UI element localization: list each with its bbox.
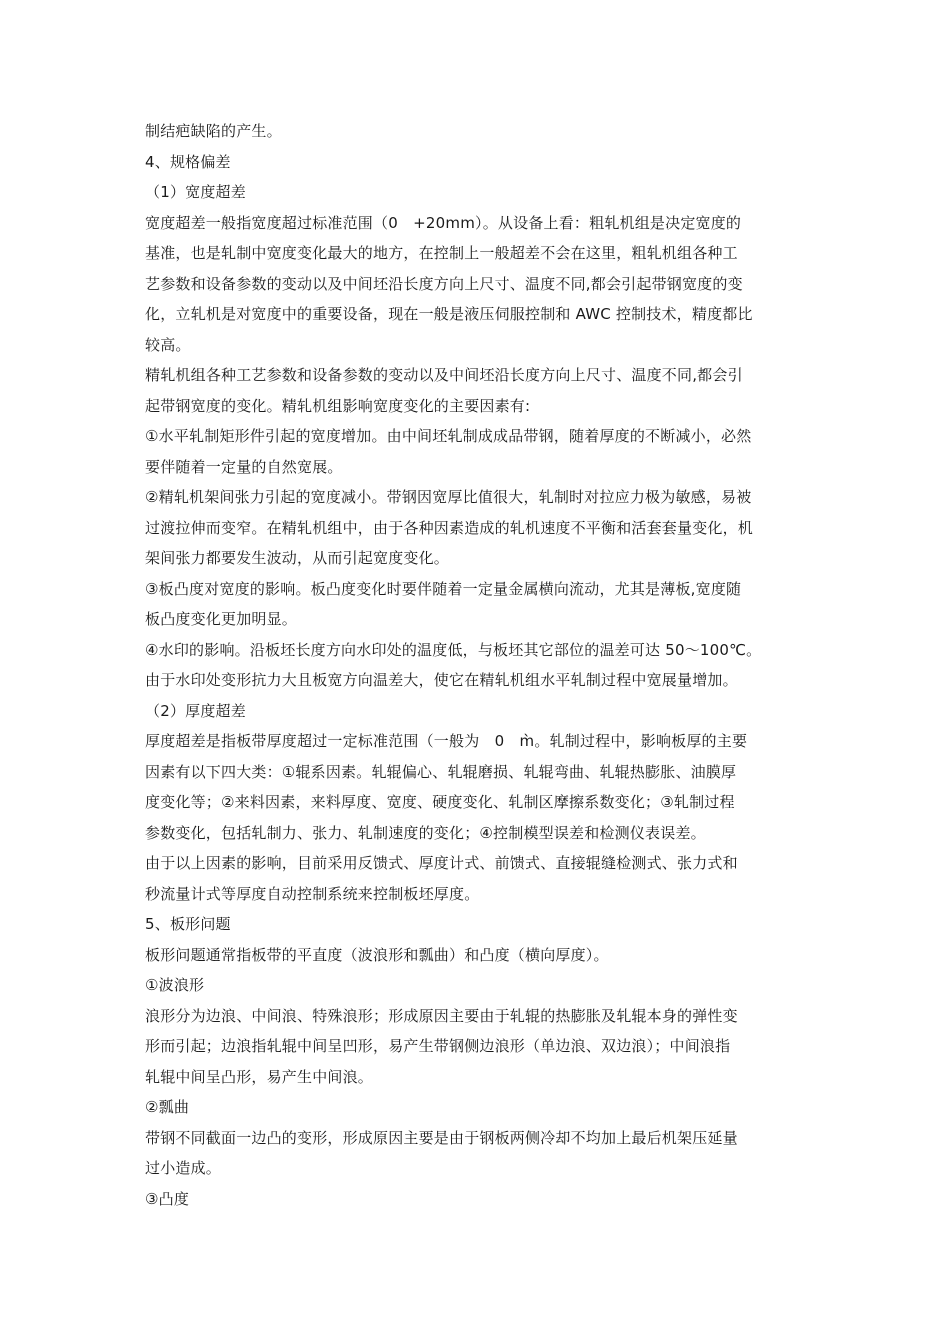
text-line: 过渡拉伸而变窄。在精轧机组中，由于各种因素造成的轧机速度不平衡和活套套量变化，机 <box>145 518 754 537</box>
text-line: 过小造成。 <box>145 1159 222 1177</box>
text-line: ④水印的影响。沿板坯长度方向水印处的温度低，与板坯其它部位的温差可达 50～100℃。 <box>145 640 762 659</box>
text-line: 形而引起；边浪指轧辊中间呈凹形，易产生带钢侧边浪形（单边浪、双边浪）；中间浪指 <box>145 1037 731 1055</box>
list-heading: ③凸度 <box>145 1189 190 1208</box>
text-line: 较高。 <box>145 335 191 354</box>
text-line: 起带钢宽度的变化。精轧机组影响宽度变化的主要因素有: <box>145 396 531 415</box>
section-heading: 5、板形问题 <box>145 915 231 933</box>
text-line: 轧辊中间呈凸形，易产生中间浪。 <box>145 1067 374 1086</box>
text-line: 参数变化，包括轧制力、张力、轧制速度的变化；④控制模型误差和检测仪表误差。 <box>145 823 706 842</box>
text-line: ①水平轧制矩形件引起的宽度增加。由中间坯轧制成成品带钢，随着厚度的不断减小，必然 <box>145 427 752 445</box>
subsection-heading: （2）厚度超差 <box>145 701 246 720</box>
text-line: ③板凸度对宽度的影响。板凸度变化时要伴随着一定量金属横向流动，尤其是薄板,宽度随 <box>145 579 742 598</box>
text-line: 基准，也是轧制中宽度变化最大的地方，在控制上一般超差不会在这里，粗轧机组各种工 <box>145 244 738 262</box>
document-page <box>145 116 810 1214</box>
text-line: 厚度超差是指板带厚度超过一定标准范围（一般为 0 m̀。轧制过程中，影响板厚的主要 <box>145 732 748 750</box>
text-line: 要伴随着一定量的自然宽展。 <box>145 457 343 476</box>
section-heading: 4、规格偏差 <box>145 152 231 171</box>
text-line: 浪形分为边浪、中间浪、特殊浪形；形成原因主要由于轧辊的热膨胀及轧辊本身的弹性变 <box>145 1006 738 1025</box>
text-line: 带钢不同截面一边凸的变形，形成原因主要是由于钢板两侧冷却不均加上最后机架压延量 <box>145 1128 738 1147</box>
subsection-heading: （1）宽度超差 <box>145 183 246 201</box>
text-line: 秒流量计式等厚度自动控制系统来控制板坯厚度。 <box>145 884 480 903</box>
list-heading: ②瓢曲 <box>145 1098 190 1116</box>
text-line: 板凸度变化更加明显。 <box>145 610 298 628</box>
text-line: 精轧机组各种工艺参数和设备参数的变动以及中间坯沿长度方向上尺寸、温度不同,都会引 <box>145 366 743 384</box>
text-line: 架间张力都要发生波动，从而引起宽度变化。 <box>145 549 450 567</box>
text-line: 宽度超差一般指宽度超过标准范围（0 +20mm）。从设备上看：粗轧机组是决定宽度的 <box>145 213 742 232</box>
text-line: 艺参数和设备参数的变动以及中间坯沿长度方向上尺寸、温度不同,都会引起带钢宽度的变 <box>145 274 743 293</box>
text-line: 制结疤缺陷的产生。 <box>145 122 282 140</box>
text-line: 度变化等；②来料因素，来料厚度、宽度、硬度变化、轧制区摩擦系数变化；③轧制过程 <box>145 793 735 811</box>
text-line: 板形问题通常指板带的平直度（波浪形和瓢曲）和凸度（横向厚度）。 <box>145 945 609 964</box>
text-line: 由于水印处变形抗力大且板宽方向温差大，使它在精轧机组水平轧制过程中宽展量增加。 <box>145 671 738 689</box>
text-line: 由于以上因素的影响，目前采用反馈式、厚度计式、前馈式、直接辊缝检测式、张力式和 <box>145 854 738 872</box>
text-line: 因素有以下四大类：①辊系因素。轧辊偏心、轧辊磨损、轧辊弯曲、轧辊热膨胀、油膜厚 <box>145 762 737 781</box>
text-line: ②精轧机架间张力引起的宽度减小。带钢因宽厚比值很大，轧制时对拉应力极为敏感，易被 <box>145 488 752 506</box>
list-heading: ①波浪形 <box>145 976 205 994</box>
text-line: 化，立轧机是对宽度中的重要设备，现在一般是液压伺服控制和 AWC 控制技术，精度都比 <box>145 305 753 323</box>
